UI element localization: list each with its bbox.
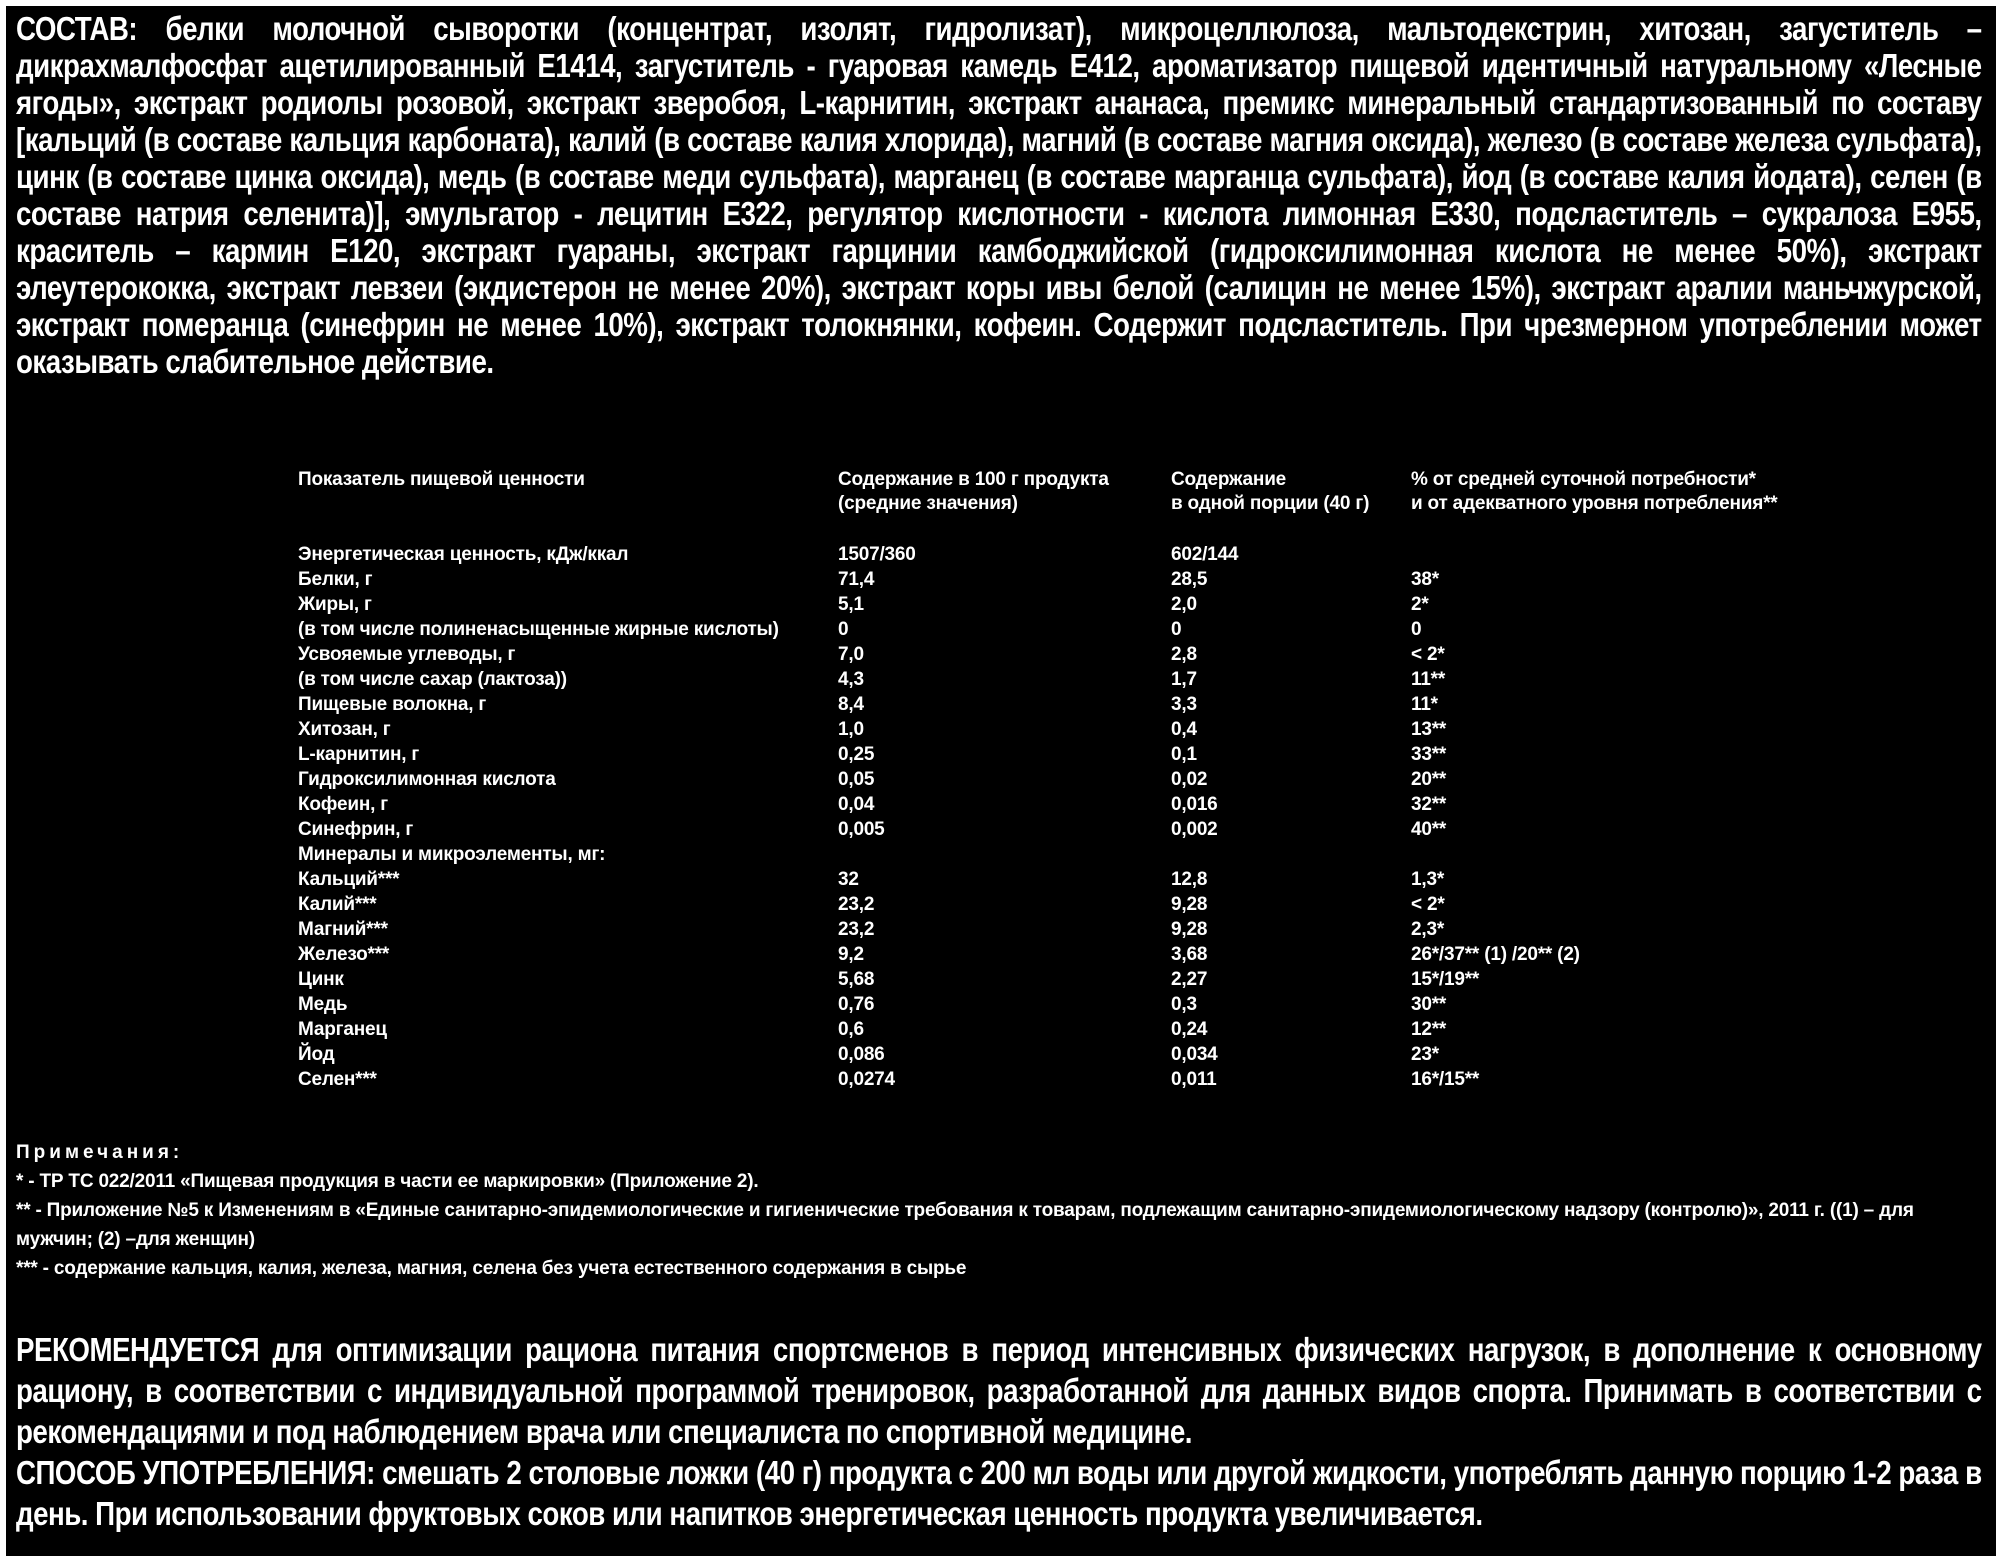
table-row xyxy=(298,592,1831,617)
table-row xyxy=(298,992,1831,1017)
table-row xyxy=(298,1017,1831,1042)
row-per-100g: 0,25 xyxy=(838,744,875,765)
row-per-100g: 4,3 xyxy=(838,669,864,690)
row-per-serving: 12,8 xyxy=(1171,869,1208,890)
row-per-serving: 2,0 xyxy=(1171,594,1197,615)
row-daily-percent: 16*/15** xyxy=(1411,1069,1480,1090)
row-per-100g: 9,2 xyxy=(838,944,864,965)
row-per-serving: 0,24 xyxy=(1171,1019,1208,1040)
row-indicator: Железо*** xyxy=(298,944,390,965)
row-daily-percent: 2,3* xyxy=(1411,919,1445,940)
table-row xyxy=(298,692,1831,717)
row-per-serving: 0,1 xyxy=(1171,744,1197,765)
row-daily-percent: 1,3* xyxy=(1411,869,1445,890)
row-indicator: Усвояемые углеводы, г xyxy=(298,644,516,665)
row-daily-percent xyxy=(1411,842,1831,867)
table-row xyxy=(298,867,1831,892)
table-row xyxy=(298,917,1831,942)
row-per-serving: 0,4 xyxy=(1171,719,1197,740)
composition-paragraph xyxy=(16,10,1982,460)
row-per-100g: 8,4 xyxy=(838,694,864,715)
usage-heading: СПОСОБ УПОТРЕБЛЕНИЯ: xyxy=(16,1454,375,1491)
table-row xyxy=(298,542,1831,567)
recommend-heading: РЕКОМЕНДУЕТСЯ xyxy=(16,1331,260,1368)
row-per-100g: 71,4 xyxy=(838,569,875,590)
row-per-100g: 32 xyxy=(838,869,859,890)
row-per-serving: 0,034 xyxy=(1171,1044,1218,1065)
recommend-text: для оптимизации рациона питания спортсменов в период интенсивных физических нагрузок, в дополнение к основному рациону, в соответствии с индивидуальной программой тренировок, разработанной для данных видов спорта. Принимать в соответствии с рекомендациями и под наблюдением врача или специалиста по спортивной медицине. xyxy=(16,1331,1982,1450)
row-indicator: Кальций*** xyxy=(298,869,400,890)
row-per-100g: 1507/360 xyxy=(838,544,916,565)
row-per-serving: 602/144 xyxy=(1171,544,1239,565)
table-row xyxy=(298,617,1831,642)
row-per-100g: 0 xyxy=(838,619,849,640)
label-panel xyxy=(6,6,1996,1556)
row-daily-percent: 30** xyxy=(1411,994,1447,1015)
usage-paragraph xyxy=(16,1452,1982,1534)
row-per-serving: 3,3 xyxy=(1171,694,1197,715)
row-indicator: Хитозан, г xyxy=(298,719,391,740)
composition-heading: СОСТАВ: xyxy=(16,10,138,47)
table-row xyxy=(298,1042,1831,1067)
nutrition-table-header xyxy=(298,468,1831,524)
note-3: *** - содержание кальция, калия, железа, магния, селена без учета естественного содержания в сырье xyxy=(16,1258,967,1279)
row-daily-percent: < 2* xyxy=(1411,894,1445,915)
row-indicator: Цинк xyxy=(298,969,344,990)
row-daily-percent: 33** xyxy=(1411,744,1447,765)
notes-title: Примечания: xyxy=(16,1142,184,1163)
recommend-paragraph xyxy=(16,1329,1982,1452)
table-row xyxy=(298,967,1831,992)
row-per-100g: 23,2 xyxy=(838,894,875,915)
row-per-100g: 0,76 xyxy=(838,994,875,1015)
table-row xyxy=(298,792,1831,817)
row-per-100g: 5,1 xyxy=(838,594,864,615)
row-per-serving: 3,68 xyxy=(1171,944,1208,965)
row-indicator: Пищевые волокна, г xyxy=(298,694,487,715)
header-per-serving-line1: Содержание xyxy=(1171,469,1287,490)
row-daily-percent: 11** xyxy=(1411,669,1446,690)
composition-text: белки молочной сыворотки (концентрат, изолят, гидролизат), микроцеллюлоза, мальтодекстрин, хитозан, загуститель – дикрахмалфосфат ацетилированный Е1414, загуститель - гуаровая камедь Е412, ароматизатор пищевой идентичный натуральному «Лесные ягоды», экстракт родиолы розовой, экстракт зверобоя, L-карнитин, экстракт ананаса, премикс минеральный стандартизованный по составу [кальций (в составе кальция карбоната), калий (в составе калия хлорида), магний (в составе магния оксида), железо (в составе железа сульфата), цинк (в составе цинка оксида), медь (в составе меди сульфата), марганец (в составе марганца сульфата), йод (в составе калия йодата), селен (в составе натрия селенита)], эмульгатор - лецитин Е322, регулятор кислотности - кислота лимонная Е330, подсластитель – сукралоза Е955, краситель – кармин Е120, экстракт гуараны, экстракт гарцинии камбоджийской (гидроксилимонная кислота не менее 50%), экстракт элеутерококка, экстракт левзеи (экдистерон не менее 20%), экстракт коры ивы белой (салицин не менее 15%), экстракт аралии маньчжурской, экстракт померанца (синефрин не менее 10%), экстракт толокнянки, кофеин. Содержит подсластитель. При чрезмерном употреблении может оказывать слабительное действие. xyxy=(16,10,1982,380)
row-per-serving: 28,5 xyxy=(1171,569,1208,590)
row-daily-percent: 26*/37** (1) /20** (2) xyxy=(1411,944,1580,965)
row-daily-percent: 23* xyxy=(1411,1044,1439,1065)
row-per-serving: 1,7 xyxy=(1171,669,1197,690)
row-indicator: Марганец xyxy=(298,1019,387,1040)
table-row xyxy=(298,717,1831,742)
row-daily-percent xyxy=(1411,542,1831,567)
row-indicator: Белки, г xyxy=(298,569,373,590)
table-row xyxy=(298,817,1831,842)
table-row xyxy=(298,667,1831,692)
row-daily-percent: 0 xyxy=(1411,619,1422,640)
row-indicator: L-карнитин, г xyxy=(298,744,420,765)
row-per-100g: 0,04 xyxy=(838,794,875,815)
row-indicator: Кофеин, г xyxy=(298,794,388,815)
nutrition-table-body xyxy=(298,542,1831,1092)
row-per-100g: 0,6 xyxy=(838,1019,864,1040)
row-per-serving: 0,002 xyxy=(1171,819,1218,840)
table-row xyxy=(298,567,1831,592)
row-daily-percent: 32** xyxy=(1411,794,1447,815)
header-daily-percent-line1: % от средней суточной потребности* xyxy=(1411,469,1756,490)
table-row xyxy=(298,842,1831,867)
row-per-serving: 2,27 xyxy=(1171,969,1208,990)
row-indicator: Минералы и микроэлементы, мг: xyxy=(298,844,606,865)
row-indicator: Жиры, г xyxy=(298,594,372,615)
row-per-100g: 5,68 xyxy=(838,969,875,990)
usage-text: смешать 2 столовые ложки (40 г) продукта с 200 мл воды или другой жидкости, употреблять данную порцию 1-2 раза в день. При использовании фруктовых соков или напитков энергетическая ценность продукта увеличивается. xyxy=(16,1454,1982,1532)
table-row xyxy=(298,1067,1831,1092)
row-daily-percent: 40** xyxy=(1411,819,1447,840)
header-per-100g-line2: (средние значения) xyxy=(838,493,1018,514)
notes-section xyxy=(16,1138,1986,1283)
row-indicator: Энергетическая ценность, кДж/ккал xyxy=(298,544,629,565)
row-per-serving: 0,3 xyxy=(1171,994,1197,1015)
row-daily-percent: 11* xyxy=(1411,694,1438,715)
row-per-100g: 0,086 xyxy=(838,1044,885,1065)
row-indicator: Медь xyxy=(298,994,348,1015)
table-row xyxy=(298,767,1831,792)
header-daily-percent-line2: и от адекватного уровня потребления** xyxy=(1411,493,1778,514)
row-indicator: (в том числе полиненасыщенные жирные кислоты) xyxy=(298,619,779,640)
row-per-100g: 0,05 xyxy=(838,769,875,790)
row-indicator: Синефрин, г xyxy=(298,819,414,840)
row-daily-percent: 12** xyxy=(1411,1019,1447,1040)
header-per-serving xyxy=(1171,468,1411,524)
row-per-100g xyxy=(838,842,1171,867)
row-indicator: Йод xyxy=(298,1044,335,1065)
row-per-100g: 0,005 xyxy=(838,819,885,840)
row-daily-percent: 38* xyxy=(1411,569,1439,590)
row-indicator: Магний*** xyxy=(298,919,388,940)
row-indicator: (в том числе сахар (лактоза)) xyxy=(298,669,567,690)
header-per-serving-line2: в одной порции (40 г) xyxy=(1171,493,1370,514)
row-per-serving: 2,8 xyxy=(1171,644,1197,665)
nutrition-table xyxy=(298,468,1831,1092)
row-per-100g: 7,0 xyxy=(838,644,864,665)
row-per-serving: 9,28 xyxy=(1171,919,1208,940)
row-daily-percent: < 2* xyxy=(1411,644,1445,665)
table-row xyxy=(298,942,1831,967)
table-row xyxy=(298,742,1831,767)
row-indicator: Калий*** xyxy=(298,894,377,915)
row-per-serving: 0,011 xyxy=(1171,1069,1217,1090)
row-daily-percent: 15*/19** xyxy=(1411,969,1480,990)
note-1: * - ТР ТС 022/2011 «Пищевая продукция в части ее маркировки» (Приложение 2). xyxy=(16,1171,759,1192)
row-per-serving xyxy=(1171,842,1411,867)
row-per-serving: 9,28 xyxy=(1171,894,1208,915)
row-per-serving: 0 xyxy=(1171,619,1182,640)
row-daily-percent: 13** xyxy=(1411,719,1447,740)
row-indicator: Селен*** xyxy=(298,1069,377,1090)
row-indicator: Гидроксилимонная кислота xyxy=(298,769,556,790)
row-per-serving: 0,016 xyxy=(1171,794,1218,815)
row-per-100g: 1,0 xyxy=(838,719,864,740)
note-2: ** - Приложение №5 к Изменениям в «Единые санитарно-эпидемиологические и гигиенические требования к товарам, подлежащим санитарно-эпидемиологическому надзору (контролю)», 2011 г. ((1) – для мужчин; (2) –для женщин) xyxy=(16,1200,1914,1250)
row-per-serving: 0,02 xyxy=(1171,769,1208,790)
usage-section xyxy=(16,1329,1986,1534)
header-indicator: Показатель пищевой ценности xyxy=(298,469,585,490)
table-row xyxy=(298,892,1831,917)
header-daily-percent xyxy=(1411,468,1831,524)
header-per-100g-line1: Содержание в 100 г продукта xyxy=(838,469,1109,490)
row-per-100g: 0,0274 xyxy=(838,1069,895,1090)
row-daily-percent: 20** xyxy=(1411,769,1447,790)
row-daily-percent: 2* xyxy=(1411,594,1429,615)
row-per-100g: 23,2 xyxy=(838,919,875,940)
table-row xyxy=(298,642,1831,667)
header-per-100g xyxy=(838,468,1171,524)
